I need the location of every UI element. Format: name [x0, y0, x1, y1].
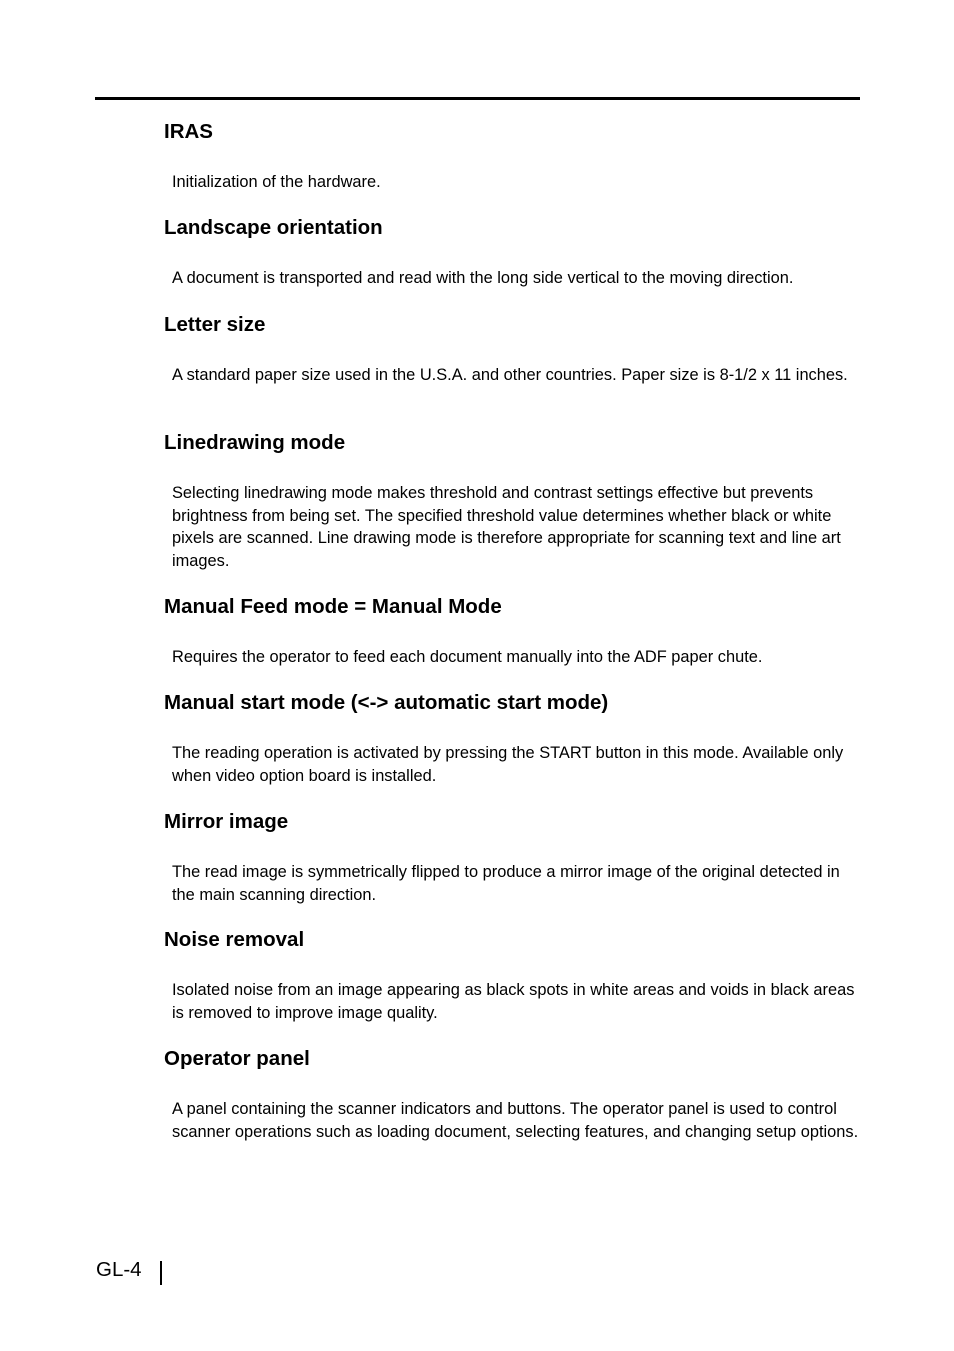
- glossary-term: Manual start mode (<-> automatic start mode): [164, 691, 609, 714]
- glossary-definition: A panel containing the scanner indicators and buttons. The operator panel is used to control scanner operations such as loading document, selecting features, and changing setup options.: [172, 1100, 859, 1141]
- glossary-term: Letter size: [164, 313, 266, 336]
- glossary-term: Linedrawing mode: [164, 431, 346, 454]
- page-number: GL-4: [96, 1258, 142, 1281]
- glossary-term: Manual Feed mode = Manual Mode: [164, 595, 502, 618]
- glossary-term: Noise removal: [164, 928, 305, 951]
- glossary-term: Landscape orientation: [164, 216, 383, 239]
- glossary-definition: Requires the operator to feed each document manually into the ADF paper chute.: [172, 648, 763, 666]
- glossary-definition: A standard paper size used in the U.S.A. and other countries. Paper size is 8-1/2 x 11 inches.: [172, 366, 848, 384]
- glossary-definition: Selecting linedrawing mode makes threshold and contrast settings effective but prevents brightness from being set. The specified threshold value determines whether black or white pixels are scanned. Line drawing mode is therefore appropriate for scanning text and line art images.: [172, 484, 841, 570]
- glossary-definition: The reading operation is activated by pressing the START button in this mode. Available only when video option board is installed.: [172, 744, 844, 785]
- glossary-term: IRAS: [164, 120, 213, 143]
- glossary-definition: The read image is symmetrically flipped to produce a mirror image of the original detected in the main scanning direction.: [172, 863, 840, 904]
- glossary-term: Mirror image: [164, 810, 289, 833]
- glossary-definition: A document is transported and read with the long side vertical to the moving direction.: [172, 269, 794, 287]
- header-rule: [95, 97, 860, 100]
- glossary-term: Operator panel: [164, 1047, 310, 1070]
- glossary-definition: Isolated noise from an image appearing as black spots in white areas and voids in black areas is removed to improve image quality.: [172, 981, 855, 1022]
- footer-divider: [160, 1261, 162, 1285]
- glossary-definition: Initialization of the hardware.: [172, 173, 381, 191]
